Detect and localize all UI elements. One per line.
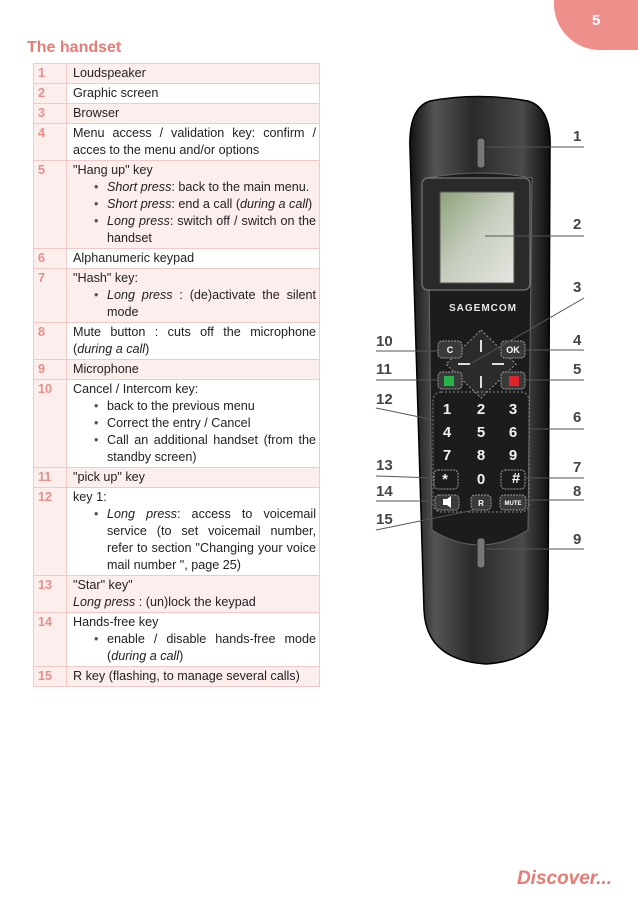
key-9: 9: [508, 447, 518, 464]
graphic-screen: [440, 192, 514, 283]
callout-5: 5: [573, 361, 582, 378]
legend-number: 1: [34, 64, 67, 84]
callout-6: 6: [573, 409, 582, 426]
legend-heading: Hands-free key: [73, 615, 159, 629]
legend-text: Alphanumeric keypad: [67, 249, 320, 269]
legend-number: 13: [34, 576, 67, 613]
callout-11: 11: [376, 361, 392, 378]
legend-text: R key (flashing, to manage several calls): [67, 667, 320, 687]
legend-number: 15: [34, 667, 67, 687]
callout-2: 2: [573, 216, 582, 233]
legend-text: Graphic screen: [67, 84, 320, 104]
legend-heading: "Hash" key:: [73, 271, 138, 285]
callout-8: 8: [573, 483, 582, 500]
callout-14: 14: [376, 483, 393, 500]
legend-number: 2: [34, 84, 67, 104]
legend-bullet: • Long press: access to voicemail service (to set voicemail number, refer to section "Changing your voice mail number ", page 25): [107, 506, 316, 574]
legend-bullet: • Short press: end a call (during a call): [107, 196, 316, 213]
key-4: 4: [442, 424, 452, 441]
page-number: 5: [592, 12, 601, 29]
callout-1: 1: [573, 128, 582, 145]
legend-number: 14: [34, 613, 67, 667]
svg-text:MUTE: MUTE: [504, 501, 522, 507]
legend-number: 12: [34, 488, 67, 576]
svg-text:R: R: [478, 499, 484, 508]
legend-number: 5: [34, 161, 67, 249]
key-2: 2: [476, 401, 486, 418]
legend-number: 8: [34, 323, 67, 360]
legend-bullet: • Long press: switch off / switch on the handset: [107, 213, 316, 247]
legend-heading: key 1:: [73, 490, 107, 504]
legend-number: 7: [34, 269, 67, 323]
legend-number: 6: [34, 249, 67, 269]
callout-13: 13: [376, 457, 393, 474]
key-5: 5: [476, 424, 486, 441]
svg-text:C: C: [446, 345, 454, 355]
legend-text: Browser: [67, 104, 320, 124]
callout-9: 9: [573, 531, 582, 548]
legend-text: Microphone: [67, 360, 320, 380]
section-title: The handset: [27, 39, 122, 56]
legend-bullet: • Long press : (de)activate the silent mode: [107, 287, 316, 321]
legend-heading: Cancel / Intercom key:: [73, 382, 199, 396]
legend-text: Loudspeaker: [67, 64, 320, 84]
legend-number: 9: [34, 360, 67, 380]
callout-10: 10: [376, 333, 393, 350]
key-star: *: [442, 471, 448, 488]
brand-logo: SAGEMCOM: [449, 303, 517, 314]
key-3: 3: [508, 401, 518, 418]
callout-7: 7: [573, 459, 582, 476]
legend-text: Menu access / validation key: confirm / acces to the menu and/or options: [67, 124, 320, 161]
key-0: 0: [476, 471, 486, 488]
callout-4: 4: [573, 332, 582, 349]
key-1: 1: [442, 401, 452, 418]
legend-number: 11: [34, 468, 67, 488]
legend-bullet: • Short press: back to the main menu.: [107, 179, 316, 196]
legend-heading: "Hang up" key: [73, 163, 153, 177]
legend-heading: "Star" key": [73, 578, 133, 592]
legend-bullet: • Correct the entry / Cancel: [107, 415, 316, 432]
legend-text: "pick up" key: [67, 468, 320, 488]
legend-text: Mute button : cuts off the microphone (during a call): [67, 323, 320, 360]
key-8: 8: [476, 447, 486, 464]
key-6: 6: [508, 424, 518, 441]
callout-3: 3: [573, 279, 582, 296]
legend-bullet: • enable / disable hands-free mode (during a call): [107, 631, 316, 665]
callouts-left: [376, 333, 393, 528]
legend-line2: Long press : (un)lock the keypad: [73, 595, 256, 609]
key-hash: #: [511, 470, 521, 487]
legend-number: 3: [34, 104, 67, 124]
key-7: 7: [442, 447, 452, 464]
legend-number: 4: [34, 124, 67, 161]
callouts-right: [573, 128, 582, 548]
callout-12: 12: [376, 391, 393, 408]
loudspeaker-slot: [477, 138, 485, 168]
callout-15: 15: [376, 511, 393, 528]
microphone-slot: [477, 538, 485, 568]
legend-bullet: • Call an additional handset (from the standby screen): [107, 432, 316, 466]
footer-discover: Discover...: [516, 868, 612, 889]
svg-text:OK: OK: [506, 345, 520, 355]
legend-bullet: • back to the previous menu: [107, 398, 316, 415]
legend-number: 10: [34, 380, 67, 468]
